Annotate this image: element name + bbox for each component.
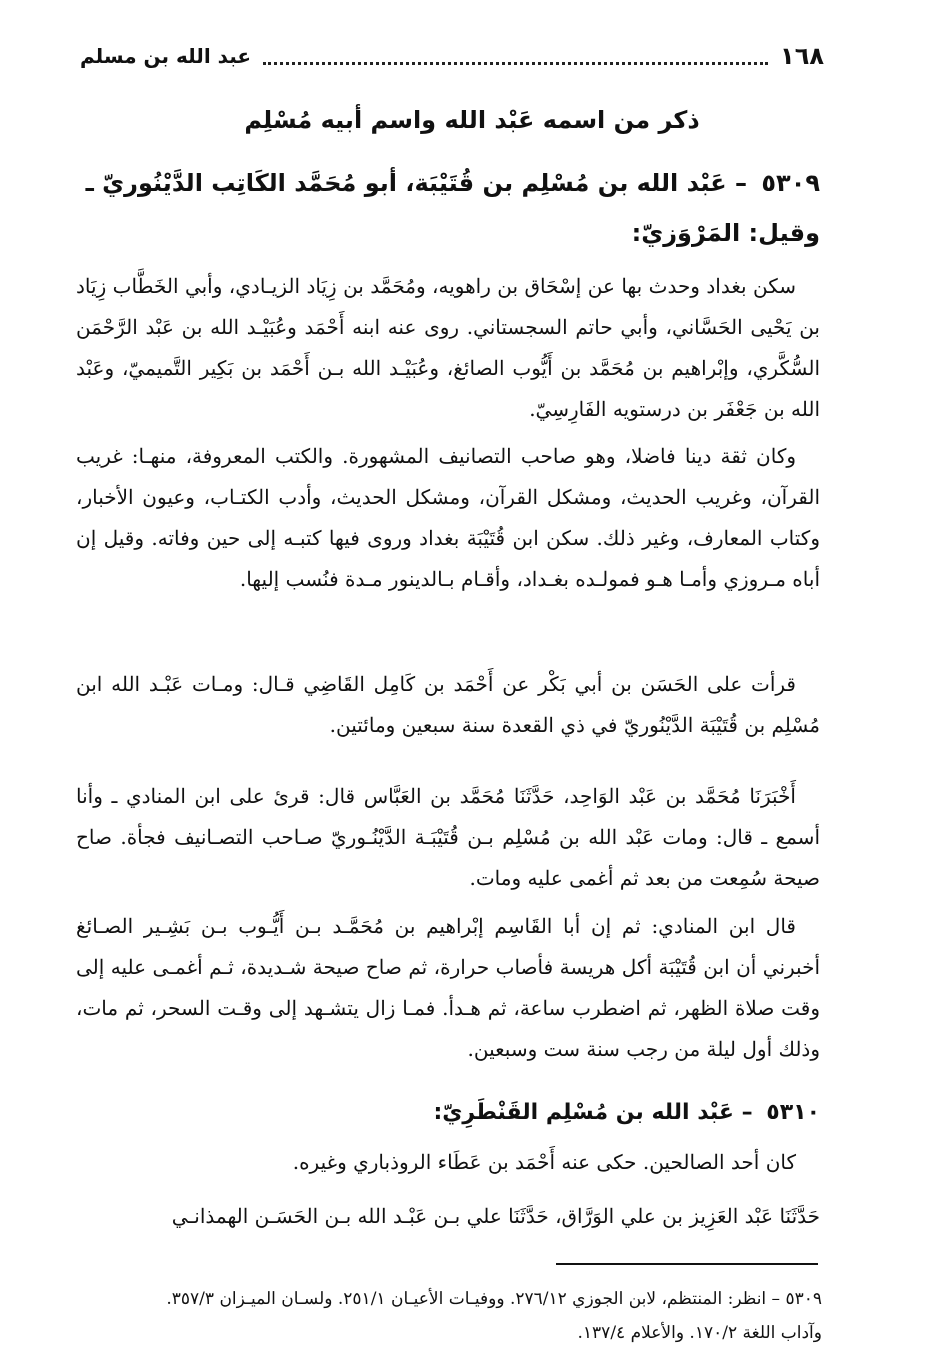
footnote-line: ٥٣٠٩ – انظر: المنتظم، لابن الجوزي ٢٧٦/١٢. ووفيـات الأعيـان ٢٥١/١. ولسـان الميـزان ٣٥٧/٣. — [166, 1289, 822, 1309]
footnote-line: وآداب اللغة ١٧٠/٢. والأعلام ١٣٧/٤. — [577, 1323, 822, 1343]
running-header — [80, 36, 824, 76]
page-number: ١٦٨ — [780, 42, 824, 70]
entry-number: ٥٣٠٩ — [761, 169, 820, 197]
paragraph: حَدَّثَنَا عَبْد العَزِيز بن علي الوَرَّاق، حَدَّثَنَا علي بـن عَبْـد الله بـن الحَسَـن الهمذانـي — [171, 1204, 820, 1228]
section-title: ذكر من اسمه عَبْد الله واسم أبيه مُسْلِم — [244, 106, 700, 134]
entry-heading-text: – عَبْد الله بن مُسْلِم بن قُتَيْبَة، أبو مُحَمَّد الكَاتِب الدَّيْنُوريّ ـ وقيل: المَرْوَزيّ: — [85, 169, 820, 247]
paragraph: وكان ثقة دينا فاضلا، وهو صاحب التصانيف المشهورة. والكتب المعروفة، منهـا: غريب القرآن، وغريب الحديث، ومشكل القرآن، ومشكل الحديث، وأدب الكتـاب، وعيون الأخبار، وكتاب المعارف، وغير ذلك. سكن ابن قُتَيْبَة بغداد وروى فيها كتبـه إلى حين وفاته. وقيل إن أباه مـروزي وأمـا هـو فمولـده بغـداد، وأقـام بـالدينور مـدة فنُسب إليها. — [76, 444, 820, 591]
paragraph: قال ابن المنادي: ثم إن أبا القَاسِم إبْراهيم بن مُحَمَّـد بـن أَيُّـوب بـن بَشِـير الصـائغ أخبرني أن ابن قُتَيْبَة أكل هريسة فأصاب حرارة، ثم صاح صيحة شـديدة، ثـم أغمـى عليه إلى وقت صلاة الظهر، ثم اضطرب ساعة، ثم هـدأ. فمـا زال يتشـهد إلى وقـت السحر، ثم مات، وذلك أول ليلة من رجب سنة ست وسبعين. — [76, 914, 820, 1061]
paragraph: قرأت على الحَسَن بن أبي بَكْر عن أَحْمَد بن كَامِل القَاضِي قـال: ومـات عَبْـد الله ابن مُسْلِم بن قُتَيْبَة الدَّيْنُوريّ في ذي القعدة سنة سبعين ومائتين. — [76, 672, 820, 737]
header-dot-leader — [263, 48, 768, 65]
footnote-separator — [556, 1263, 818, 1265]
entry-number: ٥٣١٠ — [766, 1100, 820, 1125]
paragraph: أَخْبَرَنَا مُحَمَّد بن عَبْد الوَاحِد، حَدَّثَنَا مُحَمَّد بن العَبَّاس قال: قرئ على ابن المنادي ـ وأنا أسمع ـ قال: ومات عَبْد الله بن مُسْلِم بـن قُتَيْبَـة الدَّيْنُـوريّ صـاحب التصـانيف فجأة. صاح صيحة سُمِعت من بعد ثم أغمى عليه ومات. — [76, 784, 820, 890]
footnote — [70, 1282, 822, 1350]
entry-5310-heading — [76, 1088, 820, 1138]
running-header-title: عبد الله بن مسلم — [80, 44, 252, 68]
entry-heading-text: – عَبْد الله بن مُسْلِم القَنْطَرِيّ: — [433, 1100, 753, 1125]
paragraph: كان أحد الصالحين. حكى عنه أَحْمَد بن عَطَاء الروذباري وغيره. — [292, 1150, 796, 1174]
paragraph: سكن بغداد وحدث بها عن إسْحَاق بن راهويه، ومُحَمَّد بن زِيَاد الزيـادي، وأبي الخَطَّاب زِيَاد بن يَحْيى الحَسَّاني، وأبي حاتم السجستاني. روى عنه ابنه أَحْمَد وعُبَيْـد الله بن عَبْد الرَّحْمَن السُّكَّري، وإبْراهيم بن مُحَمَّد بن أَيُّوب الصائغ، وعُبَيْـد الله بـن أَحْمَد بن بَكِير التَّميميّ، وعَبْد الله بن جَعْفَر بن درستويه الفَارِسِيّ. — [76, 274, 820, 421]
entry-5309-heading — [76, 158, 820, 258]
